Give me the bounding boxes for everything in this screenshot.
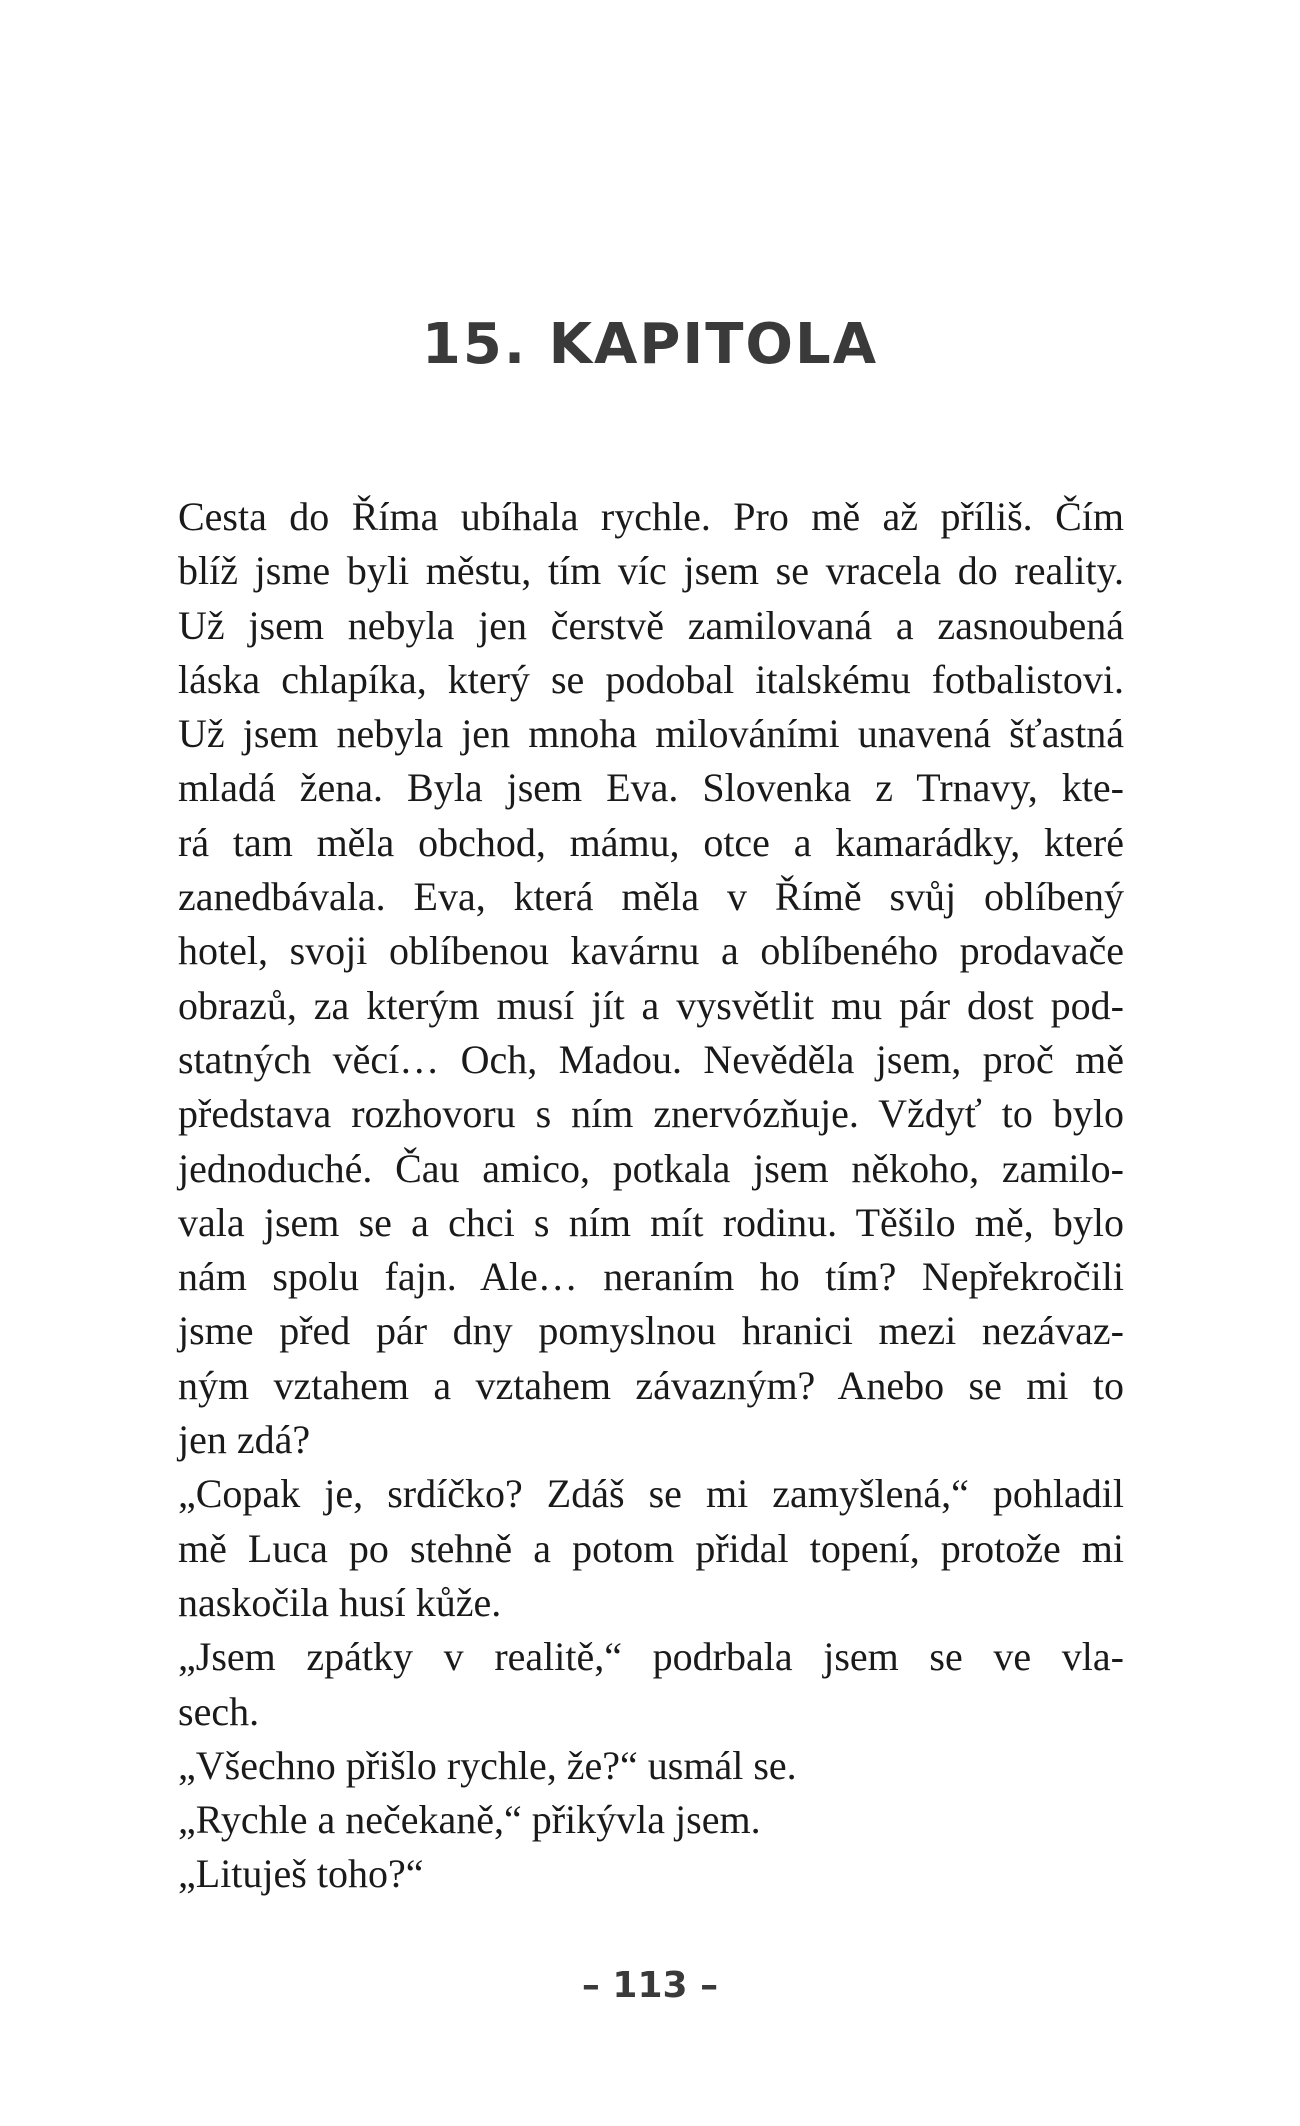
text-line: jsme před pár dny pomyslnou hranici mezi nezávaz-: [178, 1308, 1124, 1354]
text-line: vala jsem se a chci s ním mít rodinu. Těšilo mě, bylo: [178, 1199, 1124, 1245]
body-text: [178, 490, 1124, 1902]
text-line: „Jsem zpátky v realitě,“ podrbala jsem se ve vla-: [178, 1634, 1124, 1680]
text-line: hotel, svoji oblíbenou kavárnu a oblíbeného prodavače: [178, 928, 1124, 974]
text-line: „Lituješ toho?“: [178, 1851, 424, 1897]
text-line: láska chlapíka, který se podobal italskému fotbalistovi.: [178, 656, 1124, 702]
text-line: mladá žena. Byla jsem Eva. Slovenka z Trnavy, kte-: [178, 765, 1124, 811]
text-line: představa rozhovoru s ním znervózňuje. Vždyť to bylo: [178, 1091, 1124, 1137]
chapter-title: 15. KAPITOLA: [421, 312, 879, 377]
text-line: Cesta do Říma ubíhala rychle. Pro mě až příliš. Čím: [178, 494, 1124, 539]
text-line: „Všechno přišlo rychle, že?“ usmál se.: [178, 1742, 797, 1788]
text-line: „Rychle a nečekaně,“ přikývla jsem.: [178, 1797, 761, 1843]
text-line: naskočila husí kůže.: [178, 1579, 502, 1625]
text-line: blíž jsme byli městu, tím víc jsem se vracela do reality.: [178, 548, 1124, 594]
text-line: obrazů, za kterým musí jít a vysvětlit mu pár dost pod-: [178, 982, 1124, 1028]
text-line: sech.: [178, 1688, 260, 1734]
page-number: – 113 –: [581, 1965, 719, 2006]
text-line: Už jsem nebyla jen čerstvě zamilovaná a zasnoubená: [178, 602, 1124, 648]
text-line: rá tam měla obchod, mámu, otce a kamarádky, které: [178, 819, 1124, 865]
text-line: nám spolu fajn. Ale… neraním ho tím? Nepřekročili: [178, 1254, 1124, 1300]
text-line: jen zdá?: [178, 1417, 311, 1463]
text-line: Už jsem nebyla jen mnoha milováními unavená šťastná: [178, 711, 1124, 757]
text-line: ným vztahem a vztahem závazným? Anebo se mi to: [178, 1362, 1124, 1408]
text-line: jednoduché. Čau amico, potkala jsem někoho, zamilo-: [178, 1145, 1124, 1191]
text-line: „Copak je, srdíčko? Zdáš se mi zamyšlená,“ pohladil: [178, 1471, 1124, 1517]
text-line: statných věcí… Och, Madou. Nevěděla jsem, proč mě: [178, 1036, 1124, 1082]
text-line: mě Luca po stehně a potom přidal topení, protože mi: [178, 1525, 1124, 1571]
text-line: zanedbávala. Eva, která měla v Římě svůj oblíbený: [178, 874, 1124, 920]
